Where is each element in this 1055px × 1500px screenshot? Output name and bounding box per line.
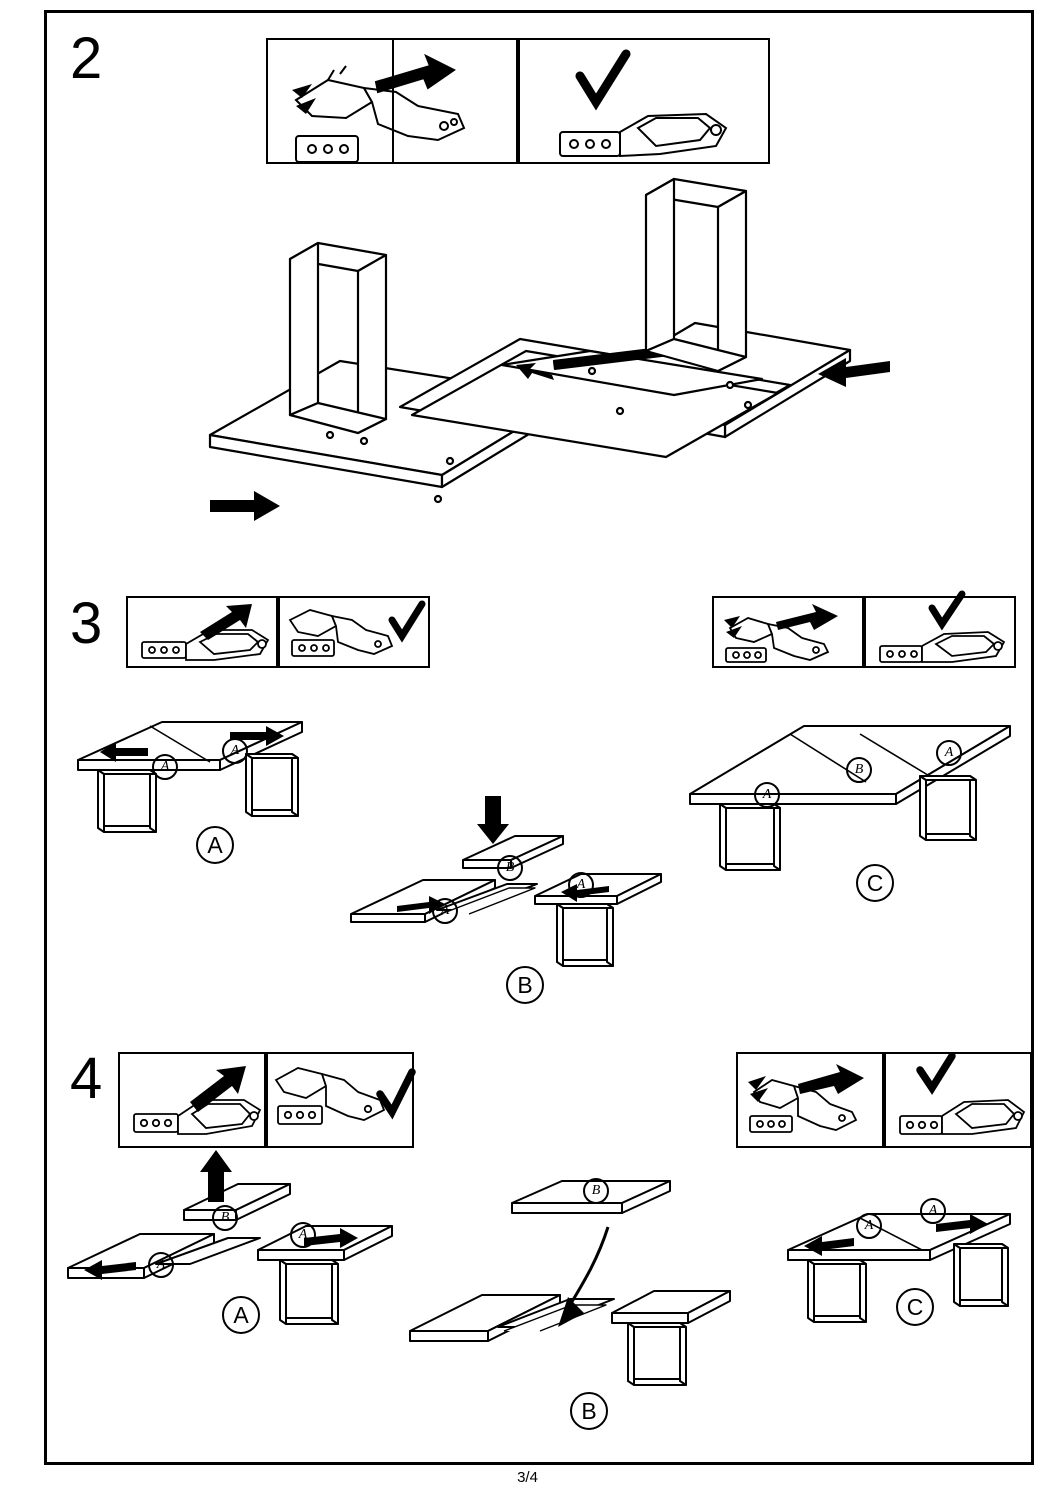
step3-detail-panel-lift: [126, 596, 278, 668]
step3-detail-panel-locked-confirm: [864, 596, 1016, 668]
mark-b-leaf-step4: B: [212, 1205, 238, 1231]
mark-a-right-step4a: A: [290, 1222, 316, 1248]
mark-b-center-step3c: B: [846, 757, 872, 783]
mark-a-left-step3c: A: [754, 782, 780, 808]
step-number-4: 4: [70, 1046, 103, 1111]
hinge-open-check-icon: [280, 598, 432, 670]
step4-detail-panel-open-confirm: [266, 1052, 414, 1148]
mark-b-leaf-step3: B: [497, 855, 523, 881]
stage-label-b-step4: B: [570, 1392, 608, 1430]
step4-detail-panel-locked-confirm: [884, 1052, 1032, 1148]
step4-detail-panel-lift: [118, 1052, 266, 1148]
mark-a-right-step3c: A: [936, 740, 962, 766]
hinge-with-up-arrow-icon: [128, 598, 280, 670]
step3-stage-c-illustration: [684, 710, 1014, 910]
step3-detail-panel-open-confirm: [278, 596, 430, 668]
mark-a-right-step4c: A: [920, 1198, 946, 1224]
mark-a-left-step4a: A: [148, 1252, 174, 1278]
hinge-with-right-arrow-icon-2: [738, 1054, 886, 1150]
step4-detail-panel-push: [736, 1052, 884, 1148]
stage-label-a-step3: A: [196, 826, 234, 864]
mark-a-right: A: [222, 738, 248, 764]
hinge-open-check-icon-2: [268, 1054, 416, 1150]
table-frame-illustration: [150, 175, 910, 565]
page-number: 3/4: [517, 1469, 538, 1486]
hinge-with-push-arrow-icon: [268, 40, 520, 166]
step2-detail-panel-confirm: [518, 38, 770, 164]
step2-detail-panel-unlock: [266, 38, 518, 164]
step4-stage-b-illustration: [400, 1165, 750, 1405]
stage-label-a-step4: A: [222, 1296, 260, 1334]
mark-a-left-step3b: A: [432, 898, 458, 924]
step3-detail-panel-push: [712, 596, 864, 668]
hinge-closed-check-icon: [520, 40, 772, 166]
mark-b-removed-step4: B: [583, 1178, 609, 1204]
step-number-2: 2: [70, 26, 103, 91]
step4-stage-c-illustration: [782, 1200, 1032, 1360]
stage-label-c-step3: C: [856, 864, 894, 902]
hinge-with-right-arrow-icon: [714, 598, 866, 670]
step3-stage-b-illustration: [345, 790, 675, 990]
hinge-with-up-arrow-icon-2: [120, 1054, 268, 1150]
stage-label-b-step3: B: [506, 966, 544, 1004]
step-number-3: 3: [70, 591, 103, 656]
mark-a-left: A: [152, 754, 178, 780]
mark-a-right-step3b: A: [568, 872, 594, 898]
hinge-closed-check-icon-2: [866, 598, 1018, 670]
stage-label-c-step4: C: [896, 1288, 934, 1326]
mark-a-left-step4c: A: [856, 1213, 882, 1239]
hinge-closed-check-icon-3: [886, 1054, 1034, 1150]
